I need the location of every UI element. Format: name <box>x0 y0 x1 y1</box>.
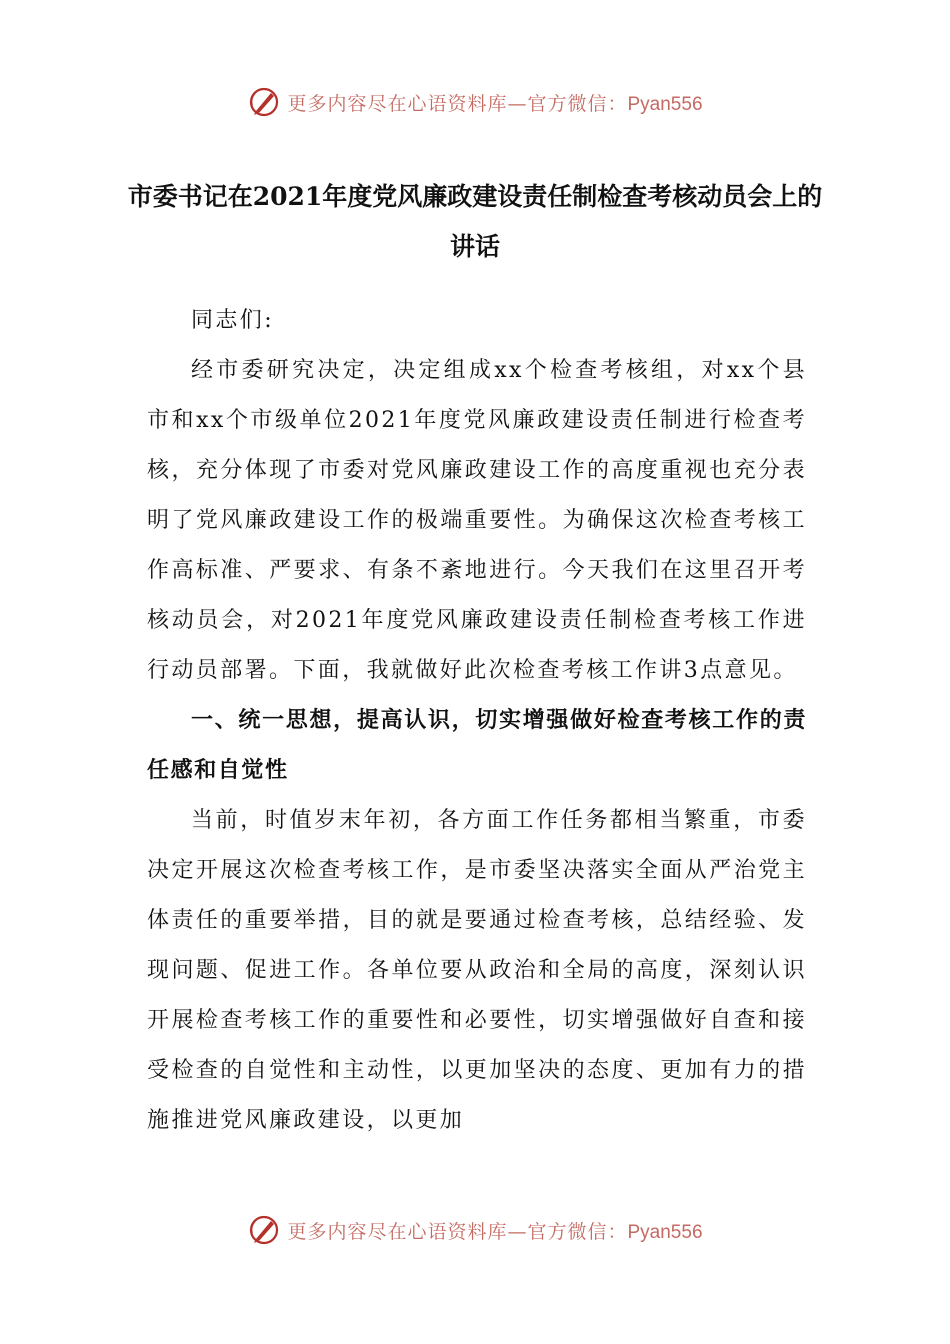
document-title: 市委书记在2021年度党风廉政建设责任制检查考核动员会上的讲话 <box>127 182 823 261</box>
watermark-label: 更多内容尽在心语资料库—官方微信： <box>287 92 628 115</box>
salutation: 同志们: <box>191 308 275 333</box>
watermark-header <box>0 82 950 122</box>
watermark-handle: Pyan556 <box>627 1221 703 1243</box>
watermark-text <box>287 1217 702 1244</box>
watermark-handle: Pyan556 <box>627 93 703 115</box>
pen-circle-logo-icon <box>247 1213 281 1247</box>
watermark-label: 更多内容尽在心语资料库—官方微信： <box>287 1220 628 1243</box>
section-heading: 一、统一思想，提高认识，切实增强做好检查考核工作的责任感和自觉性 <box>147 708 807 783</box>
body-paragraph: 当前，时值岁末年初，各方面工作任务都相当繁重，市委决定开展这次检查考核工作，是市委坚决落实全面从严治党主体责任的重要举措，目的就是要通过检查考核，总结经验、发现问题、促进工作。各单位要从政治和全局的高度，深刻认识开展检查考核工作的重要性和必要性，切实增强做好自查和接受检查的自觉性和主动性，以更加坚决的态度、更加有力的措施推进党风廉政建设，以更加 <box>147 808 807 1133</box>
watermark-footer <box>0 1210 950 1250</box>
watermark-text <box>287 89 702 116</box>
pen-circle-logo-icon <box>247 85 281 119</box>
document-body <box>147 296 807 1146</box>
body-paragraph: 经市委研究决定，决定组成xx个检查考核组，对xx个县市和xx个市级单位2021年度党风廉政建设责任制进行检查考核，充分体现了市委对党风廉政建设工作的高度重视也充分表明了党风廉政建设工作的极端重要性。为确保这次检查考核工作高标准、严要求、有条不紊地进行。今天我们在这里召开考核动员会，对2021年度党风廉政建设责任制检查考核工作进行动员部署。下面，我就做好此次检查考核工作讲3点意见。 <box>147 358 807 683</box>
